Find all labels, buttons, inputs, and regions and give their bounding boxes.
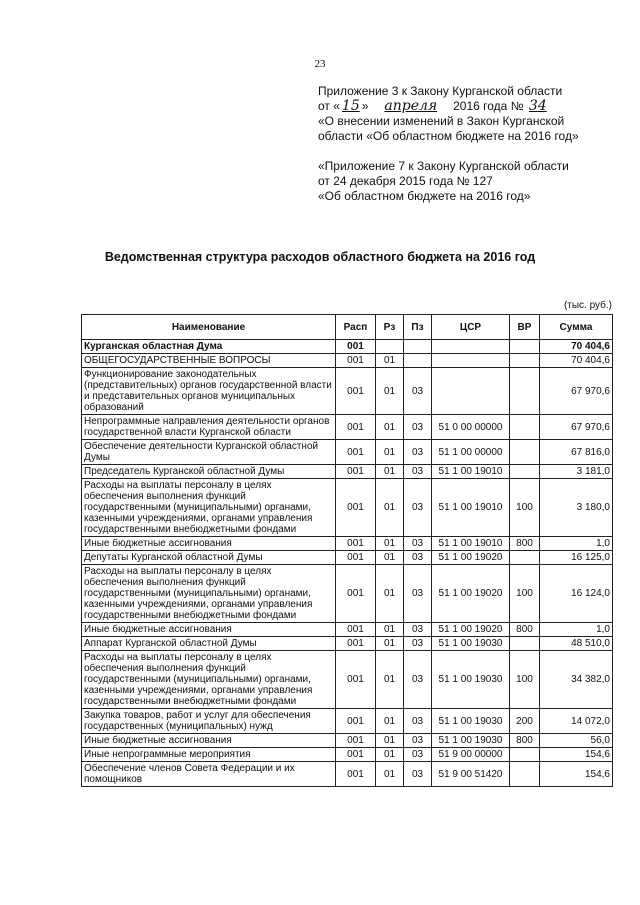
cell-rasp: 001: [336, 623, 376, 637]
budget-table: [81, 314, 613, 787]
cell-rz: 01: [376, 709, 404, 734]
page-number: 23: [314, 58, 326, 70]
cell-csr: 51 1 00 19010: [432, 465, 510, 479]
appendix-7-line-1: «Приложение 7 к Закону Курганской области: [318, 159, 569, 173]
col-header-rasp: Расп: [336, 315, 376, 340]
cell-sum: 67 816,0: [540, 440, 613, 465]
cell-sum: 154,6: [540, 748, 613, 762]
amendment-line-1: «О внесении изменений в Закон Курганской: [318, 114, 565, 128]
table-row: [82, 415, 613, 440]
col-header-sum: Сумма: [540, 315, 613, 340]
cell-csr: 51 0 00 00000: [432, 415, 510, 440]
cell-name: Обеспечение деятельности Курганской областной Думы: [82, 440, 336, 465]
cell-vr: [510, 465, 540, 479]
table-row: [82, 734, 613, 748]
col-header-pz: Пз: [404, 315, 432, 340]
cell-rasp: 001: [336, 565, 376, 623]
cell-rz: 01: [376, 551, 404, 565]
cell-vr: [510, 762, 540, 787]
cell-rasp: 001: [336, 734, 376, 748]
cell-pz: 03: [404, 415, 432, 440]
cell-rasp: 001: [336, 748, 376, 762]
cell-name: Непрограммные направления деятельности органов государственной власти Курганской области: [82, 415, 336, 440]
date-number-line: [318, 99, 628, 114]
document-title: Ведомственная структура расходов областного бюджета на 2016 год: [104, 250, 536, 264]
cell-csr: 51 9 00 00000: [432, 748, 510, 762]
cell-pz: [404, 354, 432, 368]
cell-vr: [510, 637, 540, 651]
cell-pz: 03: [404, 479, 432, 537]
cell-name: ОБЩЕГОСУДАРСТВЕННЫЕ ВОПРОСЫ: [82, 354, 336, 368]
cell-rasp: 001: [336, 440, 376, 465]
cell-rasp: 001: [336, 762, 376, 787]
col-header-vr: ВР: [510, 315, 540, 340]
cell-pz: 03: [404, 637, 432, 651]
cell-pz: 03: [404, 651, 432, 709]
cell-vr: [510, 440, 540, 465]
header-block: [318, 84, 628, 204]
cell-csr: 51 9 00 51420: [432, 762, 510, 787]
cell-rz: 01: [376, 368, 404, 415]
cell-name: Курганская областная Дума: [82, 340, 336, 354]
cell-pz: 03: [404, 440, 432, 465]
cell-rz: 01: [376, 479, 404, 537]
cell-csr: 51 1 00 19030: [432, 734, 510, 748]
cell-name: Закупка товаров, работ и услуг для обеспечения государственных (муниципальных) нужд: [82, 709, 336, 734]
cell-name: Функционирование законодательных (представительных) органов государственной власти и представительных органов муниципальных образований: [82, 368, 336, 415]
cell-rz: 01: [376, 440, 404, 465]
table-row: [82, 565, 613, 623]
quote-close: »: [361, 99, 369, 113]
cell-rz: 01: [376, 762, 404, 787]
cell-csr: [432, 368, 510, 415]
cell-pz: 03: [404, 537, 432, 551]
cell-vr: 800: [510, 623, 540, 637]
col-header-csr: ЦСР: [432, 315, 510, 340]
cell-rasp: 001: [336, 340, 376, 354]
cell-vr: [510, 368, 540, 415]
cell-vr: 800: [510, 537, 540, 551]
cell-rz: 01: [376, 465, 404, 479]
cell-vr: [510, 415, 540, 440]
handwritten-number: 34: [528, 98, 547, 114]
cell-name: Иные непрограммные мероприятия: [82, 748, 336, 762]
cell-pz: 03: [404, 368, 432, 415]
cell-rasp: 001: [336, 479, 376, 537]
cell-name: Иные бюджетные ассигнования: [82, 537, 336, 551]
year-text: 2016 года №: [453, 99, 524, 113]
cell-sum: 16 125,0: [540, 551, 613, 565]
table-row: [82, 709, 613, 734]
cell-rz: 01: [376, 415, 404, 440]
table-row: [82, 479, 613, 537]
cell-rasp: 001: [336, 551, 376, 565]
appendix-3-line: Приложение 3 к Закону Курганской области: [318, 84, 563, 98]
handwritten-day: 15: [341, 98, 360, 114]
cell-csr: 51 1 00 19030: [432, 651, 510, 709]
cell-name: Председатель Курганской областной Думы: [82, 465, 336, 479]
amendment-line-2: области «Об областном бюджете на 2016 год»: [318, 129, 579, 143]
cell-csr: 51 1 00 19010: [432, 537, 510, 551]
cell-name: Аппарат Курганской областной Думы: [82, 637, 336, 651]
cell-csr: 51 1 00 19020: [432, 623, 510, 637]
table-row: [82, 354, 613, 368]
cell-sum: 16 124,0: [540, 565, 613, 623]
cell-sum: 67 970,6: [540, 368, 613, 415]
cell-pz: 03: [404, 565, 432, 623]
cell-name: Расходы на выплаты персоналу в целях обеспечения выполнения функций государственными (муниципальными) органами, казенными учреждениями, органами управления государственными внебюджетными фондами: [82, 479, 336, 537]
table-row: [82, 623, 613, 637]
cell-sum: 3 181,0: [540, 465, 613, 479]
cell-vr: 100: [510, 565, 540, 623]
cell-rz: 01: [376, 651, 404, 709]
table-row: [82, 748, 613, 762]
cell-csr: 51 1 00 19020: [432, 565, 510, 623]
cell-rasp: 001: [336, 651, 376, 709]
cell-csr: 51 1 00 19010: [432, 479, 510, 537]
ot-prefix: от «: [318, 99, 340, 113]
cell-name: Иные бюджетные ассигнования: [82, 623, 336, 637]
table-row: [82, 340, 613, 354]
table-body: [82, 340, 613, 787]
cell-name: Депутаты Курганской областной Думы: [82, 551, 336, 565]
col-header-name: Наименование: [82, 315, 336, 340]
cell-sum: 1,0: [540, 537, 613, 551]
cell-pz: [404, 340, 432, 354]
table-row: [82, 551, 613, 565]
cell-rz: [376, 340, 404, 354]
cell-rz: 01: [376, 565, 404, 623]
cell-pz: 03: [404, 748, 432, 762]
cell-rasp: 001: [336, 637, 376, 651]
cell-vr: 200: [510, 709, 540, 734]
cell-rz: 01: [376, 623, 404, 637]
units-label: (тыс. руб.): [563, 300, 612, 311]
cell-rasp: 001: [336, 368, 376, 415]
cell-sum: 34 382,0: [540, 651, 613, 709]
cell-rz: 01: [376, 748, 404, 762]
table-row: [82, 368, 613, 415]
table-row: [82, 465, 613, 479]
cell-csr: [432, 354, 510, 368]
cell-vr: [510, 340, 540, 354]
cell-pz: 03: [404, 734, 432, 748]
cell-rz: 01: [376, 537, 404, 551]
cell-pz: 03: [404, 762, 432, 787]
cell-csr: 51 1 00 00000: [432, 440, 510, 465]
table-header-row: [82, 315, 613, 340]
cell-sum: 154,6: [540, 762, 613, 787]
cell-pz: 03: [404, 465, 432, 479]
table-row: [82, 637, 613, 651]
cell-rasp: 001: [336, 465, 376, 479]
cell-pz: 03: [404, 551, 432, 565]
cell-pz: 03: [404, 709, 432, 734]
cell-sum: 70 404,6: [540, 354, 613, 368]
cell-name: Расходы на выплаты персоналу в целях обеспечения выполнения функций государственными (муниципальными) органами, казенными учреждениями, органами управления государственными внебюджетными фондами: [82, 651, 336, 709]
cell-rasp: 001: [336, 415, 376, 440]
table-row: [82, 762, 613, 787]
cell-vr: [510, 551, 540, 565]
col-header-rz: Рз: [376, 315, 404, 340]
cell-rasp: 001: [336, 537, 376, 551]
cell-name: Расходы на выплаты персоналу в целях обеспечения выполнения функций государственными (муниципальными) органами, казенными учреждениями, органами управления государственными внебюджетными фондами: [82, 565, 336, 623]
appendix-7-line-3: «Об областном бюджете на 2016 год»: [318, 189, 531, 203]
cell-rasp: 001: [336, 709, 376, 734]
cell-vr: 100: [510, 651, 540, 709]
cell-name: Иные бюджетные ассигнования: [82, 734, 336, 748]
cell-vr: [510, 748, 540, 762]
cell-rz: 01: [376, 354, 404, 368]
table-row: [82, 440, 613, 465]
cell-sum: 56,0: [540, 734, 613, 748]
cell-sum: 3 180,0: [540, 479, 613, 537]
cell-sum: 70 404,6: [540, 340, 613, 354]
cell-csr: 51 1 00 19020: [432, 551, 510, 565]
cell-pz: 03: [404, 623, 432, 637]
cell-rz: 01: [376, 637, 404, 651]
cell-vr: [510, 354, 540, 368]
cell-sum: 14 072,0: [540, 709, 613, 734]
cell-vr: 100: [510, 479, 540, 537]
cell-vr: 800: [510, 734, 540, 748]
table-row: [82, 537, 613, 551]
cell-csr: 51 1 00 19030: [432, 637, 510, 651]
table-row: [82, 651, 613, 709]
appendix-7-line-2: от 24 декабря 2015 года № 127: [318, 174, 493, 188]
cell-csr: 51 1 00 19030: [432, 709, 510, 734]
cell-sum: 1,0: [540, 623, 613, 637]
cell-name: Обеспечение членов Совета Федерации и их помощников: [82, 762, 336, 787]
cell-rz: 01: [376, 734, 404, 748]
cell-rasp: 001: [336, 354, 376, 368]
cell-sum: 67 970,6: [540, 415, 613, 440]
handwritten-month: апреля: [384, 98, 438, 114]
cell-csr: [432, 340, 510, 354]
cell-sum: 48 510,0: [540, 637, 613, 651]
